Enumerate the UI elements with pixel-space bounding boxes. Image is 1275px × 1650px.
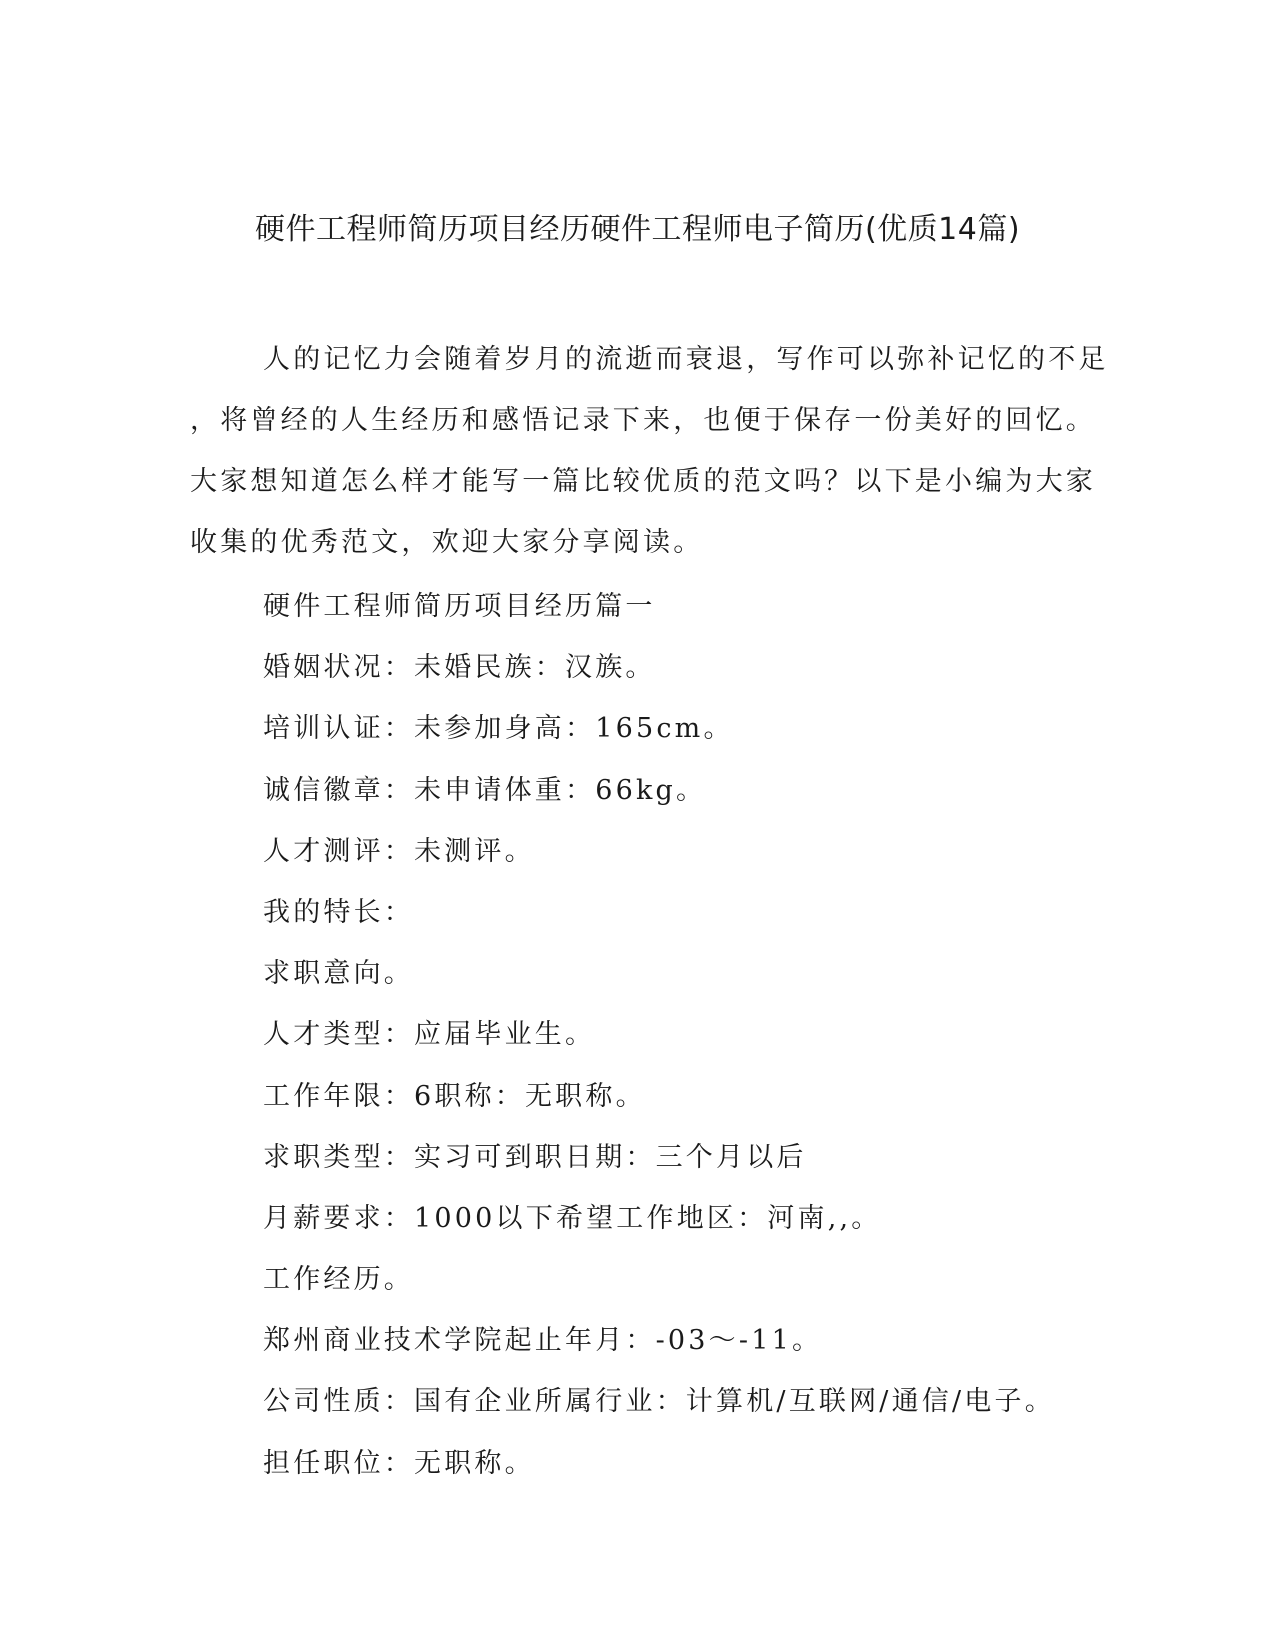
resume-item: 人才测评：未测评。 bbox=[263, 835, 535, 867]
document-title: 硬件工程师简历项目经历硬件工程师电子简历(优质14篇) bbox=[254, 212, 1021, 247]
resume-item: 工作经历。 bbox=[263, 1264, 414, 1296]
resume-item: 人才类型：应届毕业生。 bbox=[263, 1019, 596, 1051]
resume-item: 月薪要求：1000以下希望工作地区：河南,,。 bbox=[263, 1202, 882, 1234]
intro-line: 人的记忆力会随着岁月的流逝而衰退，写作可以弥补记忆的不足 bbox=[263, 344, 1109, 375]
intro-line: 收集的优秀范文，欢迎大家分享阅读。 bbox=[190, 527, 704, 558]
intro-paragraph bbox=[190, 329, 1109, 573]
resume-item-list bbox=[263, 576, 1055, 1494]
resume-item: 诚信徽章：未申请体重：66kg。 bbox=[263, 774, 707, 806]
resume-item: 婚姻状况：未婚民族：汉族。 bbox=[263, 652, 656, 684]
section-heading: 硬件工程师简历项目经历篇一 bbox=[263, 591, 656, 622]
resume-item: 公司性质：国有企业所属行业：计算机/互联网/通信/电子。 bbox=[263, 1386, 1055, 1418]
resume-item: 求职意向。 bbox=[263, 958, 414, 990]
intro-line: ，将曾经的人生经历和感悟记录下来，也便于保存一份美好的回忆。 bbox=[190, 405, 1096, 436]
resume-item: 我的特长： bbox=[263, 896, 414, 928]
resume-item: 工作年限：6职称：无职称。 bbox=[263, 1080, 646, 1112]
resume-item: 求职类型：实习可到职日期：三个月以后 bbox=[263, 1141, 807, 1173]
resume-item: 培训认证：未参加身高：165cm。 bbox=[263, 713, 734, 745]
intro-line: 大家想知道怎么样才能写一篇比较优质的范文吗？以下是小编为大家 bbox=[190, 466, 1096, 497]
resume-item: 担任职位：无职称。 bbox=[263, 1447, 535, 1479]
resume-item: 郑州商业技术学院起止年月：-03～-11。 bbox=[263, 1325, 823, 1357]
